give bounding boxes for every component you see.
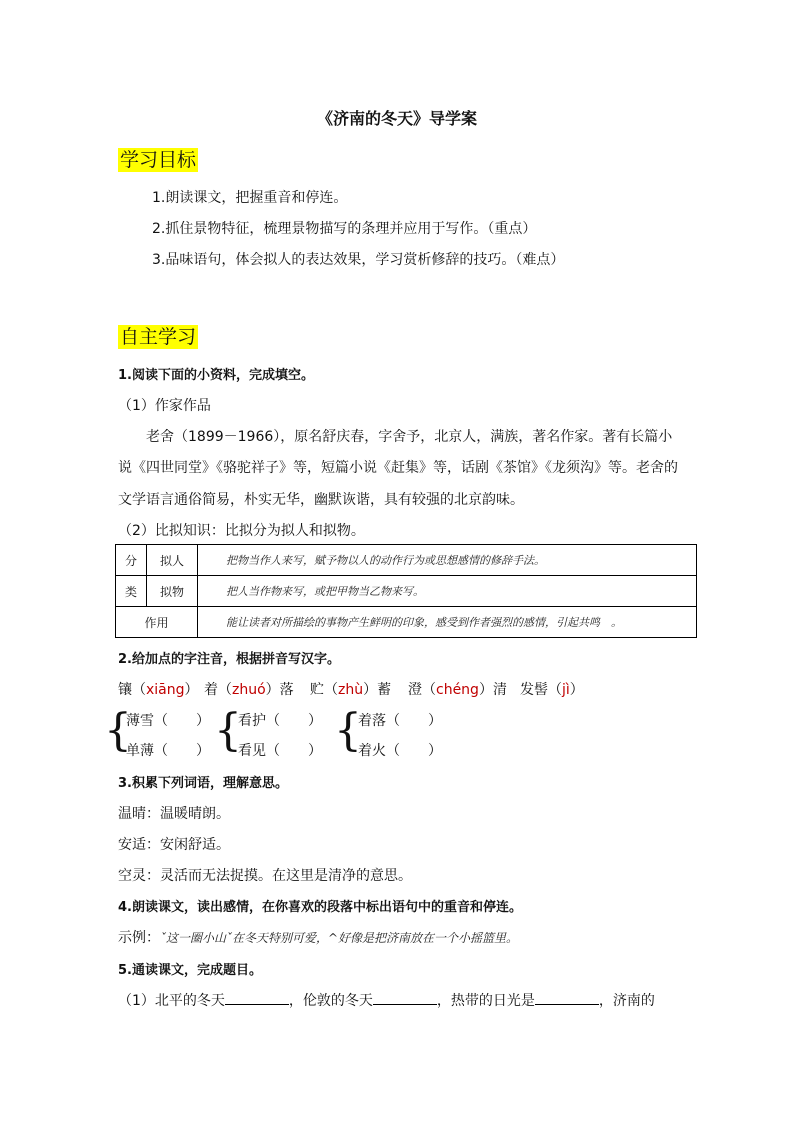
polyphone-item: 薄雪（ ） xyxy=(126,713,210,729)
author-paragraph-line: 说《四世同堂》《骆驼祥子》等，短篇小说《赶集》等，话剧《茶馆》《龙须沟》等。老舍的 xyxy=(118,460,678,476)
table-group-label: 分 xyxy=(116,545,147,576)
question-title: 2.给加点的字注音，根据拼音写汉字。 xyxy=(118,652,340,667)
question-title: 4.朗读课文，读出感情，在你喜欢的段落中标出语句中的重音和停连。 xyxy=(118,900,522,915)
pinyin-item: 贮（zhù）蓄 xyxy=(310,682,392,698)
polyphone-item: 看见（ ） xyxy=(238,743,322,759)
vocab-item: 安适：安闲舒适。 xyxy=(118,837,230,853)
pinyin-item: 镶（xiāng） xyxy=(118,682,199,698)
table-row-label: 拟物 xyxy=(147,576,198,607)
answer-blank[interactable] xyxy=(535,990,599,1005)
table-effect-label: 作用 xyxy=(116,607,198,638)
subheading: （2）比拟知识：比拟分为拟人和拟物。 xyxy=(118,523,365,539)
personification-table xyxy=(115,544,697,638)
answer-blank[interactable] xyxy=(225,990,289,1005)
table-row-label: 拟人 xyxy=(147,545,198,576)
polyphone-item: 着火（ ） xyxy=(358,743,442,759)
polyphone-item: 单薄（ ） xyxy=(126,743,210,759)
table-group-label: 类 xyxy=(116,576,147,607)
example-line: 示例：ˇ这一圈小山ˇ在冬天特别可爱，^好像是把济南放在一个小摇篮里。 xyxy=(118,930,519,946)
vocab-item: 空灵：灵活而无法捉摸。在这里是清净的意思。 xyxy=(118,868,412,884)
goal-item: 3.品味语句，体会拟人的表达效果，学习赏析修辞的技巧。（难点） xyxy=(152,252,565,268)
page-title: 《济南的冬天》导学案 xyxy=(316,109,477,128)
polyphone-item: 看护（ ） xyxy=(238,713,322,729)
question-title: 1.阅读下面的小资料，完成填空。 xyxy=(118,368,314,383)
section-heading-self-study: 自主学习 xyxy=(120,326,197,348)
pinyin-item: 着（zhuó）落 xyxy=(204,682,294,698)
author-paragraph-line: 文学语言通俗简易，朴实无华，幽默诙谐，具有较强的北京韵味。 xyxy=(118,492,524,508)
goal-item: 2.抓住景物特征，梳理景物描写的条理并应用于写作。（重点） xyxy=(152,221,537,237)
vocab-item: 温晴：温暖晴朗。 xyxy=(118,806,230,822)
goal-item: 1.朗读课文，把握重音和停连。 xyxy=(152,190,348,206)
brace-icon: { xyxy=(214,705,242,756)
subheading: （1）作家作品 xyxy=(118,398,211,414)
answer-blank[interactable] xyxy=(373,990,437,1005)
question-title: 3.积累下列词语，理解意思。 xyxy=(118,776,288,791)
pinyin-item: 发髻（jì） xyxy=(520,682,584,698)
author-paragraph-line: 老舍（1899－1966），原名舒庆春，字舍予，北京人，满族，著名作家。著有长篇小 xyxy=(146,429,673,445)
pinyin-item: 澄（chéng）清 xyxy=(408,682,507,698)
section-heading-goals: 学习目标 xyxy=(120,149,197,171)
table-effect-desc: 能让读者对所描绘的事物产生鲜明的印象，感受到作者强烈的感情，引起共鸣 。 xyxy=(226,616,622,629)
question-title: 5.通读课文，完成题目。 xyxy=(118,963,262,978)
table-row-desc: 把人当作物来写，或把甲物当乙物来写。 xyxy=(226,585,424,598)
fill-in-line: （1）北平的冬天 ，伦敦的冬天 ，热带的日光是 ，济南的 xyxy=(118,990,655,1010)
brace-icon: { xyxy=(104,705,132,756)
polyphone-item: 着落（ ） xyxy=(358,713,442,729)
table-row-desc: 把物当作人来写，赋予物以人的动作行为或思想感情的修辞手法。 xyxy=(226,554,545,567)
brace-icon: { xyxy=(334,705,362,756)
